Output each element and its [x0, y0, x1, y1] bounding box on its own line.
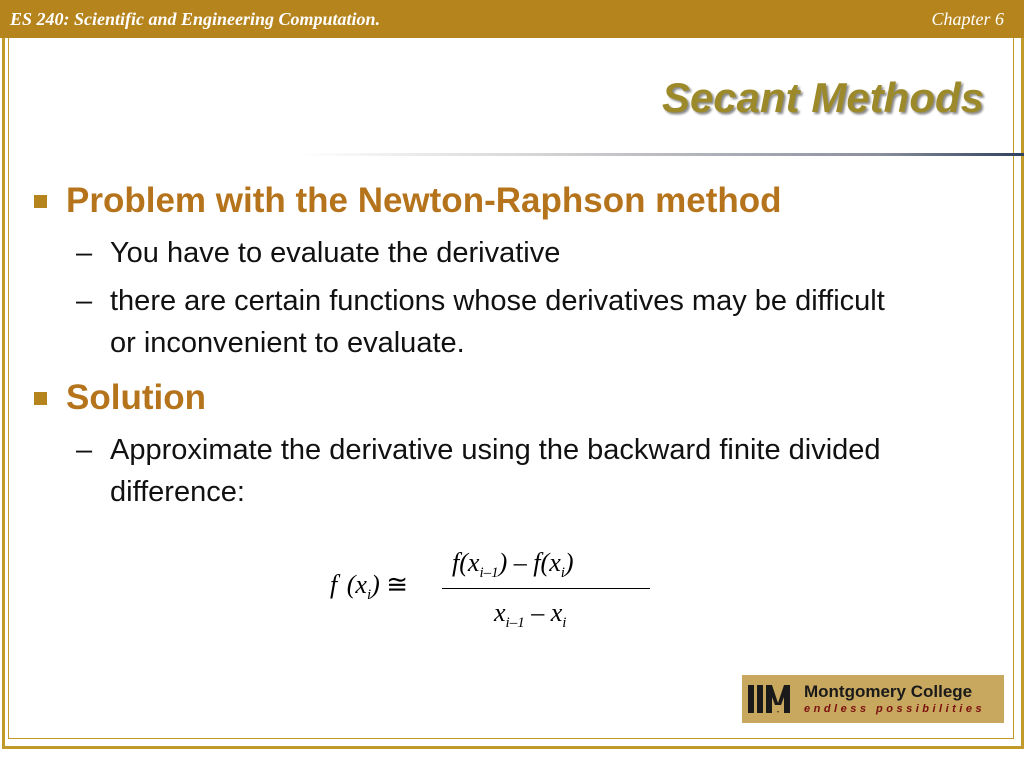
formula-denominator: $x_{i-1} - x_i$	[494, 598, 567, 632]
bullet-heading: Solution	[66, 378, 206, 417]
dash-marker: –	[76, 237, 93, 269]
college-logo	[742, 675, 1004, 723]
course-title: ES 240: Scientific and Engineering Computation.	[10, 9, 381, 29]
sub-bullet-continuation: or inconvenient to evaluate.	[110, 327, 465, 359]
fraction-bar	[442, 588, 650, 589]
header-bar	[0, 0, 1024, 38]
sub-bullet-text: Approximate the derivative using the backward finite divided	[110, 434, 881, 466]
college-tagline: endless possibilities	[804, 703, 986, 715]
square-bullet-icon	[34, 195, 47, 208]
formula-lhs: f' $(x_i)$ ≅	[330, 570, 409, 604]
dash-marker: –	[76, 285, 93, 317]
formula-numerator: $f(x_{i-1}) - f(x_i)$	[452, 548, 574, 582]
dash-marker: –	[76, 434, 93, 466]
square-bullet-icon	[34, 392, 47, 405]
slide-title: Secant Methods	[661, 74, 984, 121]
bullet-heading: Problem with the Newton-Raphson method	[66, 181, 782, 220]
title-divider	[300, 153, 1024, 156]
college-name: Montgomery College	[804, 682, 973, 701]
secant-derivative-formula	[330, 548, 660, 638]
sub-bullet-continuation: difference:	[110, 476, 245, 508]
sub-bullet-text: You have to evaluate the derivative	[110, 237, 561, 269]
college-logo-mark-icon	[748, 683, 790, 715]
chapter-label: Chapter 6	[931, 9, 1004, 29]
sub-bullet-text: there are certain functions whose derivatives may be difficult	[110, 285, 885, 317]
